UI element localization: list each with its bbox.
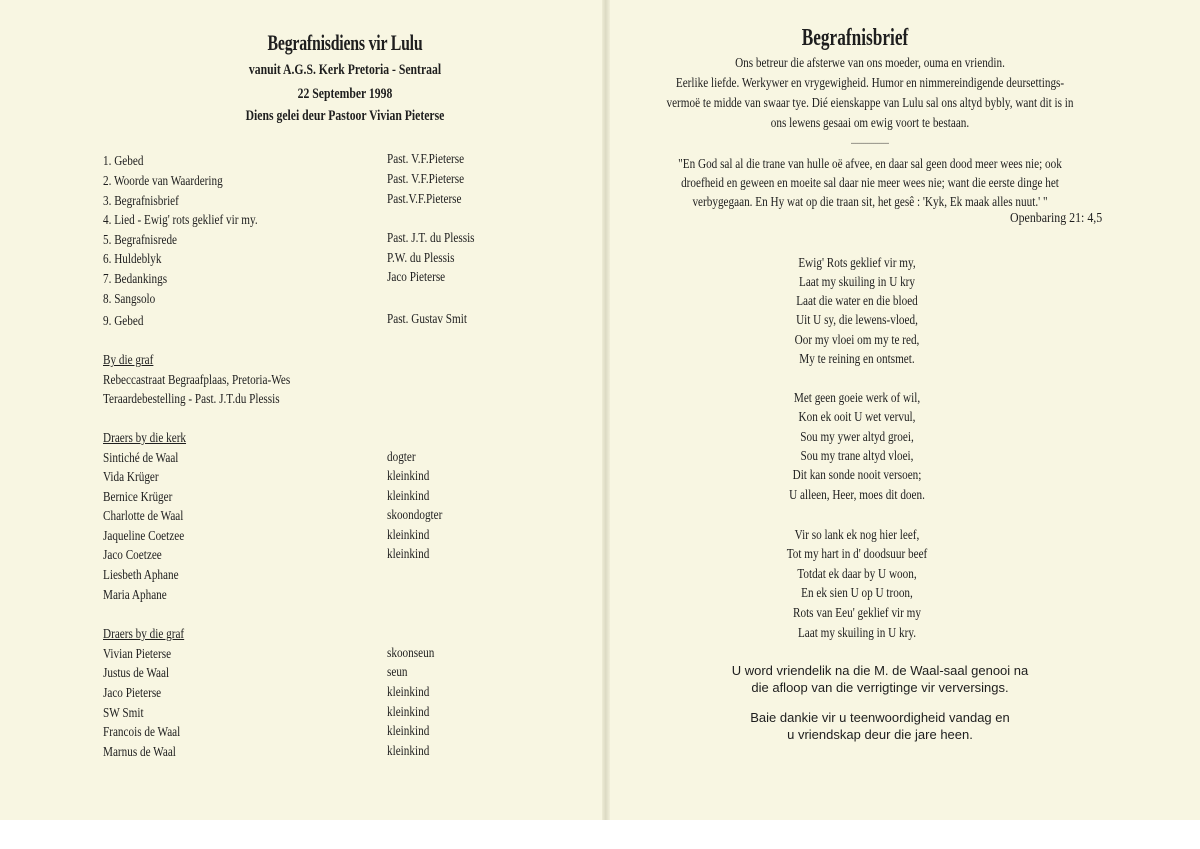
letter-title: Begrafnisbrief [801,25,909,51]
program-item: 2. Woorde van Waardering [103,174,223,189]
program-officiant: Past. V.F.Pieterse [387,172,465,187]
program-item: 1. Gebed [103,154,144,169]
service-leader: Diens gelei deur Pastoor Vivian Pieterse [245,108,445,124]
invitation-line: U word vriendelik na die M. de Waal-saal genooi na [731,663,1029,678]
scan-margin [0,820,1200,849]
quote-line: "En God sal al die trane van hulle oë afvee, en daar sal geen dood meer wees nie; ook [678,157,1062,172]
intro-line: ons lewens gesaai om ewig voort te bestaan. [770,116,970,131]
bearer-relation: dogter [387,450,416,465]
bearer-relation: skoonseun [387,646,435,661]
thanks-line: u vriendskap deur die jare heen. [787,727,973,742]
program-item: 7. Bedankings [103,272,168,287]
intro-line: Ons betreur die afsterwe van ons moeder, ouma en vriendin. [735,56,1005,71]
bearer-name: Vivian Pieterse [103,647,172,662]
service-venue: vanuit A.G.S. Kerk Pretoria - Sentraal [248,62,442,78]
invitation-line: die afloop van die verrigtinge vir verversings. [751,680,1009,695]
quote-line: droefheid en geween en moeite sal daar nie meer wees nie; want die eerste dinge het [681,176,1059,191]
grave-interment: Teraardebestelling - Past. J.T.du Plessis [103,392,280,407]
bearer-relation: kleinkind [387,547,430,562]
bearer-relation: skoondogter [387,508,443,523]
bearers-church-heading: Draers by die kerk [103,431,187,446]
bearer-name: SW Smit [103,706,144,721]
program-item: 6. Huldeblyk [103,252,162,267]
bearer-relation: kleinkind [387,744,430,759]
poem-line: Ewig' Rots geklief vir my, [798,256,916,271]
program-item: 5. Begrafnisrede [103,233,178,248]
poem-line: Vir so lank ek nog hier leef, [794,528,920,543]
bearer-name: Jaco Pieterse [103,686,162,701]
poem-line: Laat die water en die bloed [796,294,918,309]
poem-line: Laat my skuiling in U kry. [797,626,917,641]
poem-line: Sou my ywer altyd groei, [800,430,914,445]
poem-line: Oor my vloei om my te red, [794,333,920,348]
bearer-name: Jaco Coetzee [103,548,162,563]
bearer-relation: kleinkind [387,724,430,739]
service-date: 22 September 1998 [297,86,393,102]
quote-reference: Openbaring 21: 4,5 [1010,211,1103,226]
separator: ................... [851,136,889,147]
bearer-relation: seun [387,665,408,680]
program-officiant: Past. Gustav Smit [387,312,467,327]
program-officiant: Past. V.F.Pieterse [387,152,465,167]
bearer-relation: kleinkind [387,528,430,543]
bearer-relation: kleinkind [387,685,430,700]
poem-line: U alleen, Heer, moes dit doen. [789,488,925,503]
bearer-name: Vida Krüger [103,470,159,485]
bearer-name: Justus de Waal [103,666,170,681]
poem-line: Kon ek ooit U wet vervul, [798,410,916,425]
poem-line: Totdat ek daar by U woon, [797,567,917,582]
program-officiant: Past.V.F.Pieterse [387,192,462,207]
bearer-name: Jaqueline Coetzee [103,529,185,544]
program-item: 8. Sangsolo [103,292,156,307]
service-title: Begrafnisdiens vir Lulu [267,30,423,55]
program-item: 3. Begrafnisbrief [103,194,179,209]
poem-line: Laat my skuiling in U kry [798,275,916,290]
poem-line: En ek sien U op U troon, [801,586,913,601]
grave-cemetery: Rebeccastraat Begraafplaas, Pretoria-Wes [103,373,291,388]
bearer-name: Bernice Krüger [103,490,173,505]
bearer-name: Charlotte de Waal [103,509,184,524]
intro-line: vermoë te midde van swaar tye. Dié eienskappe van Lulu sal ons altyd bybly, want dit is in [666,96,1074,111]
thanks-line: Baie dankie vir u teenwoordigheid vandag en [750,710,1010,725]
bearer-name: Sintiché de Waal [103,451,179,466]
bearer-relation: kleinkind [387,489,430,504]
program-officiant: Jaco Pieterse [387,270,446,285]
poem-line: Dit kan sonde nooit versoen; [792,468,922,483]
program-officiant: Past. J.T. du Plessis [387,231,475,246]
poem-line: Sou my trane altyd vloei, [800,449,914,464]
quote-line: verbygegaan. En Hy wat op die traan sit, het gesê : 'Kyk, Ek maak alles nuut.' " [692,195,1048,210]
bearer-relation: kleinkind [387,469,430,484]
bearer-relation: kleinkind [387,705,430,720]
program-officiant: P.W. du Plessis [387,251,455,266]
program-item: 4. Lied - Ewig' rots geklief vir my. [103,213,258,228]
poem-line: My te reining en ontsmet. [799,352,915,367]
bearer-name: Marnus de Waal [103,745,176,760]
grave-heading: By die graf [103,353,154,368]
bearer-name: Liesbeth Aphane [103,568,179,583]
poem-line: Uit U sy, die lewens-vloed, [796,313,918,328]
program-item: 9. Gebed [103,314,144,329]
bearer-name: Francois de Waal [103,725,181,740]
intro-line: Eerlike liefde. Werkywer en vrygewigheid. Humor en nimmereindigende deursettings- [675,76,1065,91]
poem-line: Met geen goeie werk of wil, [793,391,921,406]
bearer-name: Maria Aphane [103,588,167,603]
bearers-grave-heading: Draers by die graf [103,627,185,642]
poem-line: Tot my hart in d' doodsuur beef [786,547,928,562]
poem-line: Rots van Eeu' geklief vir my [793,606,921,621]
